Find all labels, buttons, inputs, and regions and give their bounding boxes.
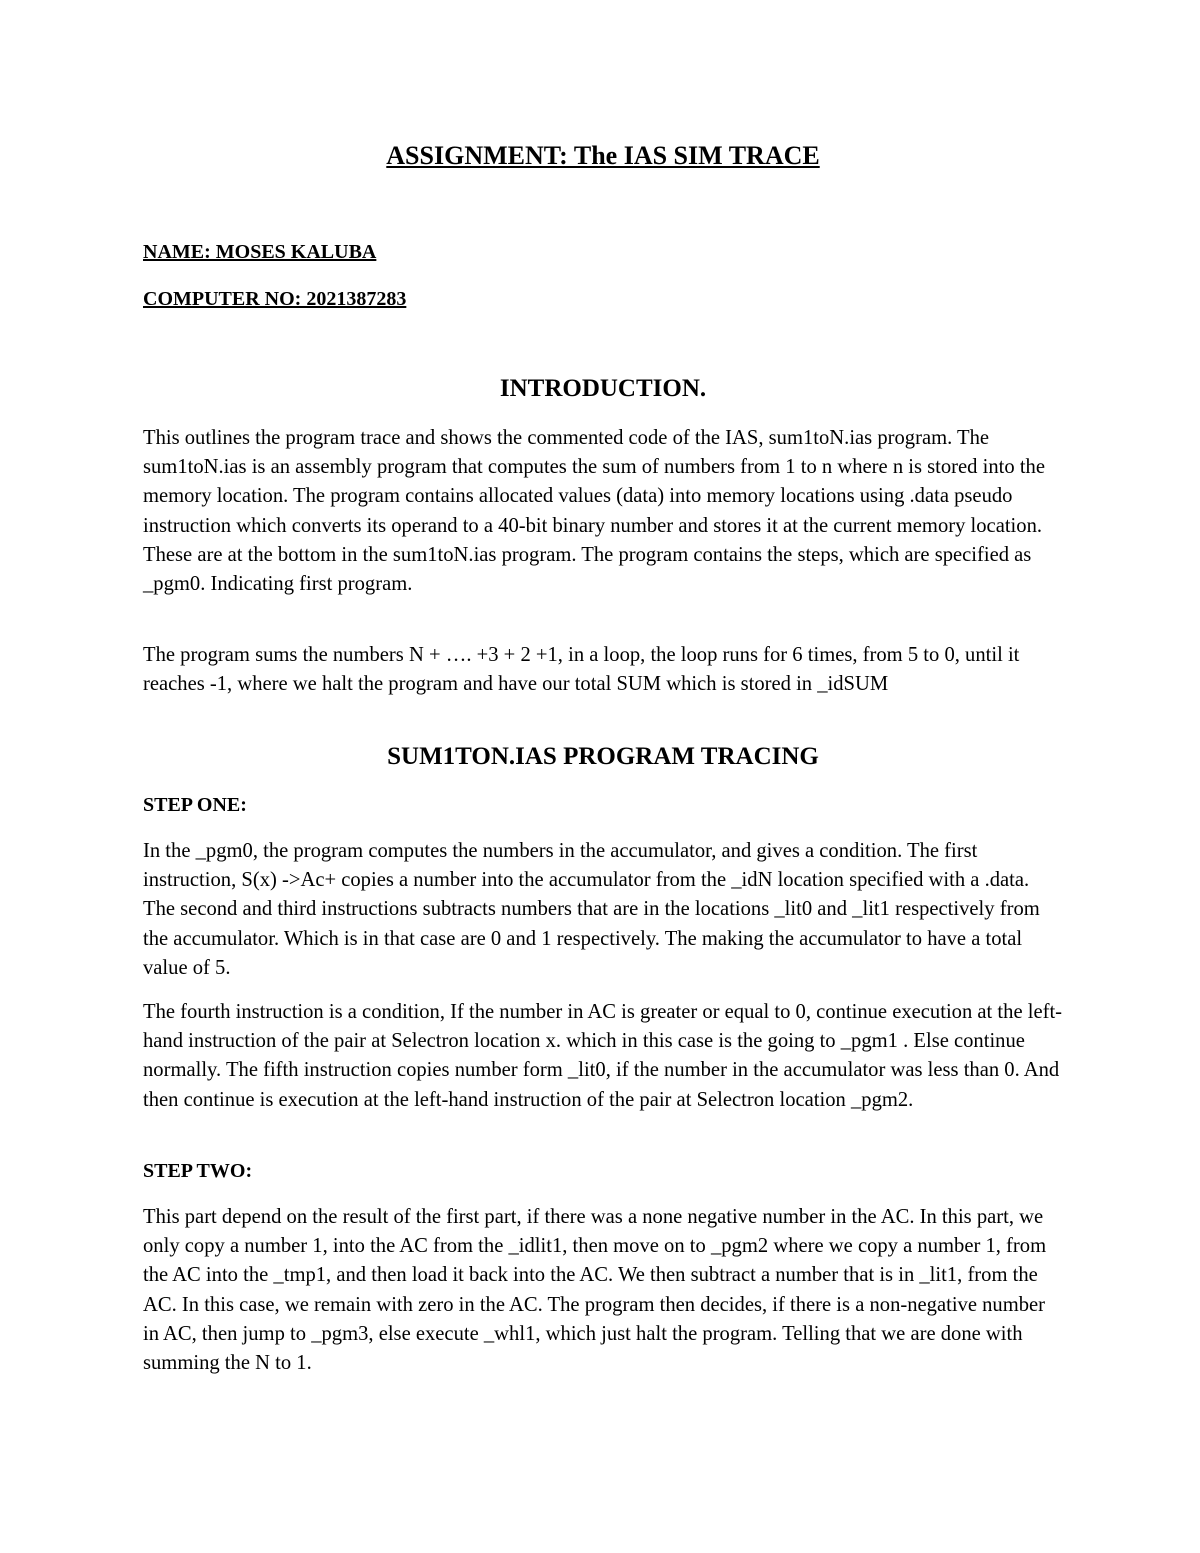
step-one-paragraph: The fourth instruction is a condition, If the number in AC is greater or equal to 0, continue execution at the left-hand instruction of the pair at Selectron location x. which in this case is the going to _pgm1 . Else continue normally. The fifth instruction copies number form _lit0, if the number in the accumulator was less than 0. And then continue is execution at the left-hand instruction of the pair at Selectron location _pgm2. (143, 1001, 1063, 1111)
tracing-heading: SUM1TON.IAS PROGRAM TRACING (387, 743, 819, 770)
step-two-heading: STEP TWO: (143, 1160, 253, 1182)
introduction-paragraph: This outlines the program trace and shows the commented code of the IAS, sum1toN.ias program. The sum1toN.ias is an assembly program that computes the sum of numbers from 1 to n where n is stored into the memory location. The program contains allocated values (data) into memory locations using .data pseudo instruction which converts its operand to a 40-bit binary number and stores it at the current memory location. These are at the bottom in the sum1toN.ias program. The program contains the steps, which are specified as _pgm0. Indicating first program. (143, 427, 1045, 596)
document-title: ASSIGNMENT: The IAS SIM TRACE (386, 141, 820, 170)
student-name: NAME: MOSES KALUBA (143, 241, 377, 263)
step-one-heading: STEP ONE: (143, 794, 247, 816)
step-one-paragraph: In the _pgm0, the program computes the numbers in the accumulator, and gives a condition. The first instruction, S(x) ->Ac+ copies a number into the accumulator from the _idN location specified with a .data. The second and third instructions subtracts numbers that are in the locations _lit0 and _lit1 respectively from the accumulator. Which is in that case are 0 and 1 respectively. The making the accumulator to have a total value of 5. (143, 840, 1040, 979)
introduction-paragraph: The program sums the numbers N + …. +3 + 2 +1, in a loop, the loop runs for 6 times, from 5 to 0, until it reaches -1, where we halt the program and have our total SUM which is stored in _idSUM (143, 644, 1020, 696)
introduction-heading: INTRODUCTION. (499, 375, 707, 402)
computer-number: COMPUTER NO: 2021387283 (143, 288, 407, 310)
step-two-paragraph: This part depend on the result of the first part, if there was a none negative number in the AC. In this part, we only copy a number 1, into the AC from the _idlit1, then move on to _pgm2 where we copy a number 1, from the AC into the _tmp1, and then load it back into the AC. We then subtract a number that is in _lit1, from the AC. In this case, we remain with zero in the AC. The program then decides, if there is a non-negative number in AC, then jump to _pgm3, else execute _whl1, which just halt the program. Telling that we are done with summing the N to 1. (143, 1206, 1047, 1375)
